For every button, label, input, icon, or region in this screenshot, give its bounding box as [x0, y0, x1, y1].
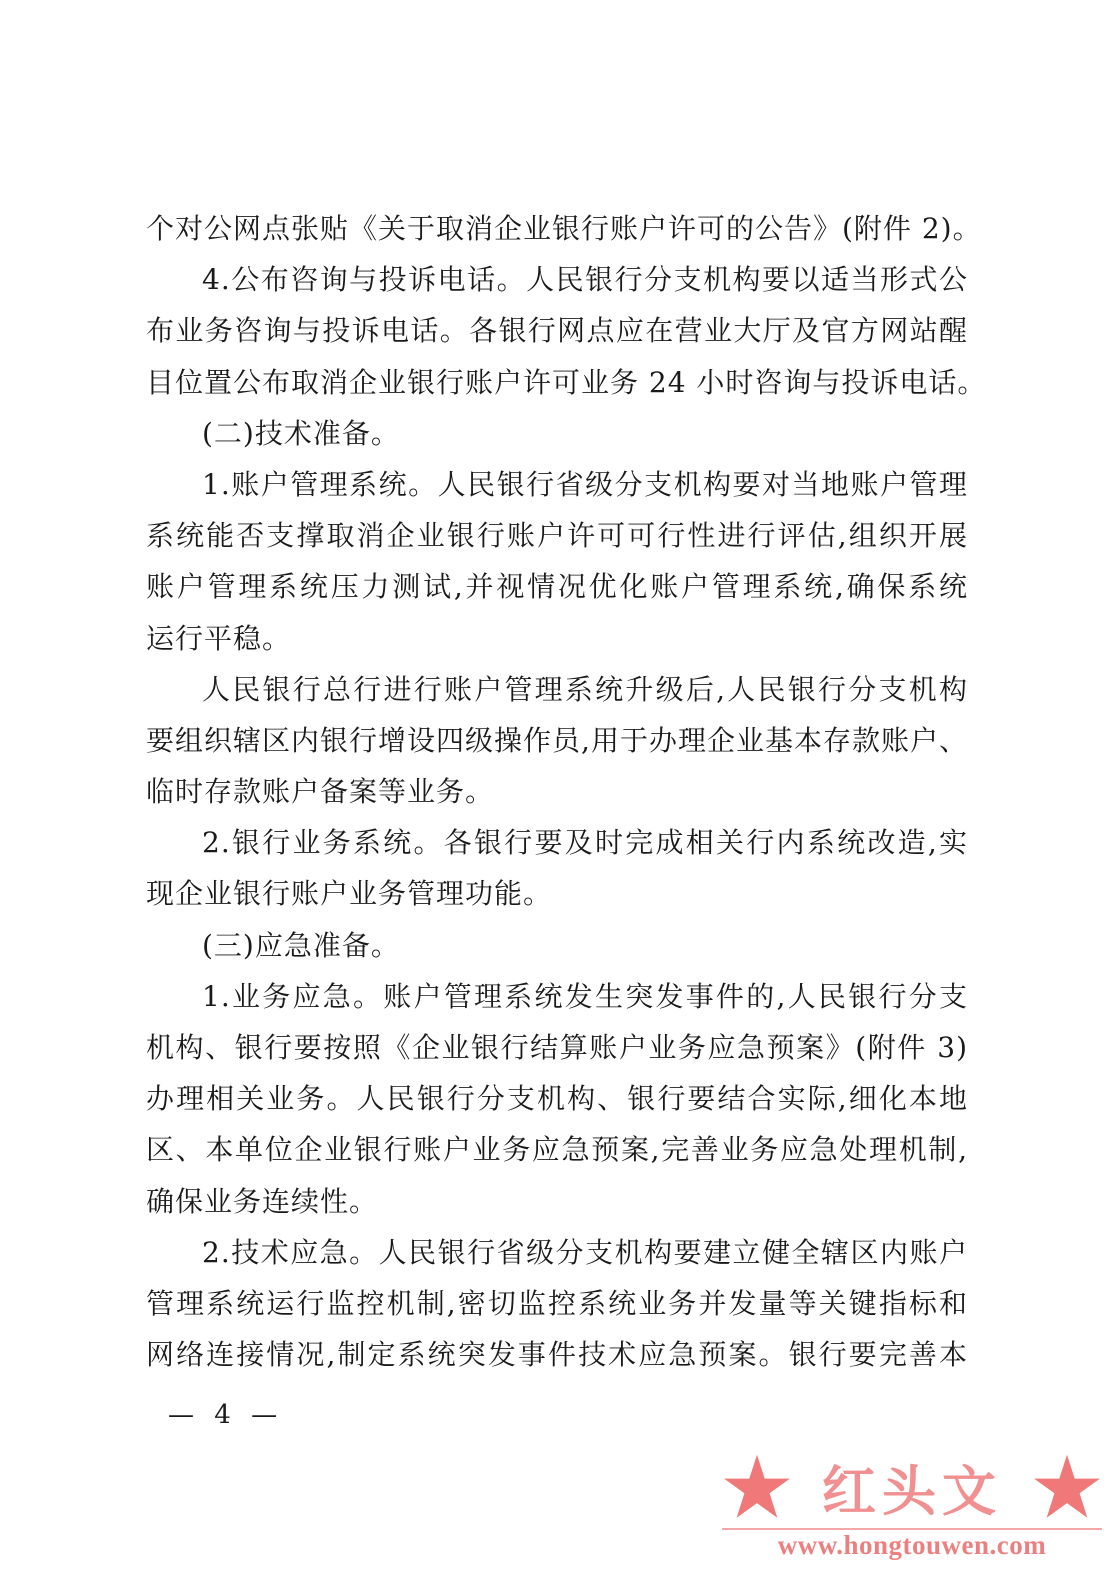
star-icon	[722, 1452, 792, 1522]
text-line: 区、本单位企业银行账户业务应急预案,完善业务应急处理机制,	[146, 1133, 968, 1167]
watermark-title: 红头文	[822, 1459, 1002, 1523]
text-line: 1.账户管理系统。人民银行省级分支机构要对当地账户管理	[202, 467, 968, 501]
text-line: 1.业务应急。账户管理系统发生突发事件的,人民银行分支	[202, 979, 968, 1013]
text-line: 管理系统运行监控机制,密切监控系统业务并发量等关键指标和	[146, 1286, 968, 1320]
document-body	[146, 203, 987, 1380]
text-line: 2.技术应急。人民银行省级分支机构要建立健全辖区内账户	[202, 1235, 968, 1269]
text-line: 目位置公布取消企业银行账户许可业务 24 小时咨询与投诉电话。	[146, 365, 987, 399]
page-number: — 4 —	[168, 1400, 284, 1430]
text-line: 2.银行业务系统。各银行要及时完成相关行内系统改造,实	[202, 826, 968, 860]
text-line: (三)应急准备。	[202, 928, 400, 962]
text-line: (二)技术准备。	[202, 416, 400, 450]
text-line: 人民银行总行进行账户管理系统升级后,人民银行分支机构	[202, 672, 968, 706]
text-line: 要组织辖区内银行增设四级操作员,用于办理企业基本存款账户、	[146, 723, 968, 757]
text-line: 4.公布咨询与投诉电话。人民银行分支机构要以适当形式公	[202, 263, 968, 297]
text-line: 账户管理系统压力测试,并视情况优化账户管理系统,确保系统	[146, 570, 968, 604]
text-line: 办理相关业务。人民银行分支机构、银行要结合实际,细化本地	[146, 1082, 968, 1116]
watermark-logo	[722, 1448, 1102, 1574]
watermark-banner	[722, 1448, 1102, 1526]
text-line: 系统能否支撑取消企业银行账户许可可行性进行评估,组织开展	[146, 519, 968, 553]
watermark-url: www.hongtouwen.com	[777, 1530, 1047, 1560]
text-line: 布业务咨询与投诉电话。各银行网点应在营业大厅及官方网站醒	[146, 314, 968, 348]
text-line: 临时存款账户备案等业务。	[146, 775, 495, 809]
text-line: 网络连接情况,制定系统突发事件技术应急预案。银行要完善本	[146, 1338, 968, 1372]
star-icon	[1032, 1452, 1102, 1522]
text-line: 个对公网点张贴《关于取消企业银行账户许可的公告》(附件 2)。	[146, 212, 982, 245]
text-line: 机构、银行要按照《企业银行结算账户业务应急预案》(附件 3)	[146, 1031, 968, 1064]
text-line: 现企业银行账户业务管理功能。	[146, 877, 553, 911]
text-line: 确保业务连续性。	[146, 1184, 379, 1218]
text-line: 运行平稳。	[146, 621, 292, 655]
